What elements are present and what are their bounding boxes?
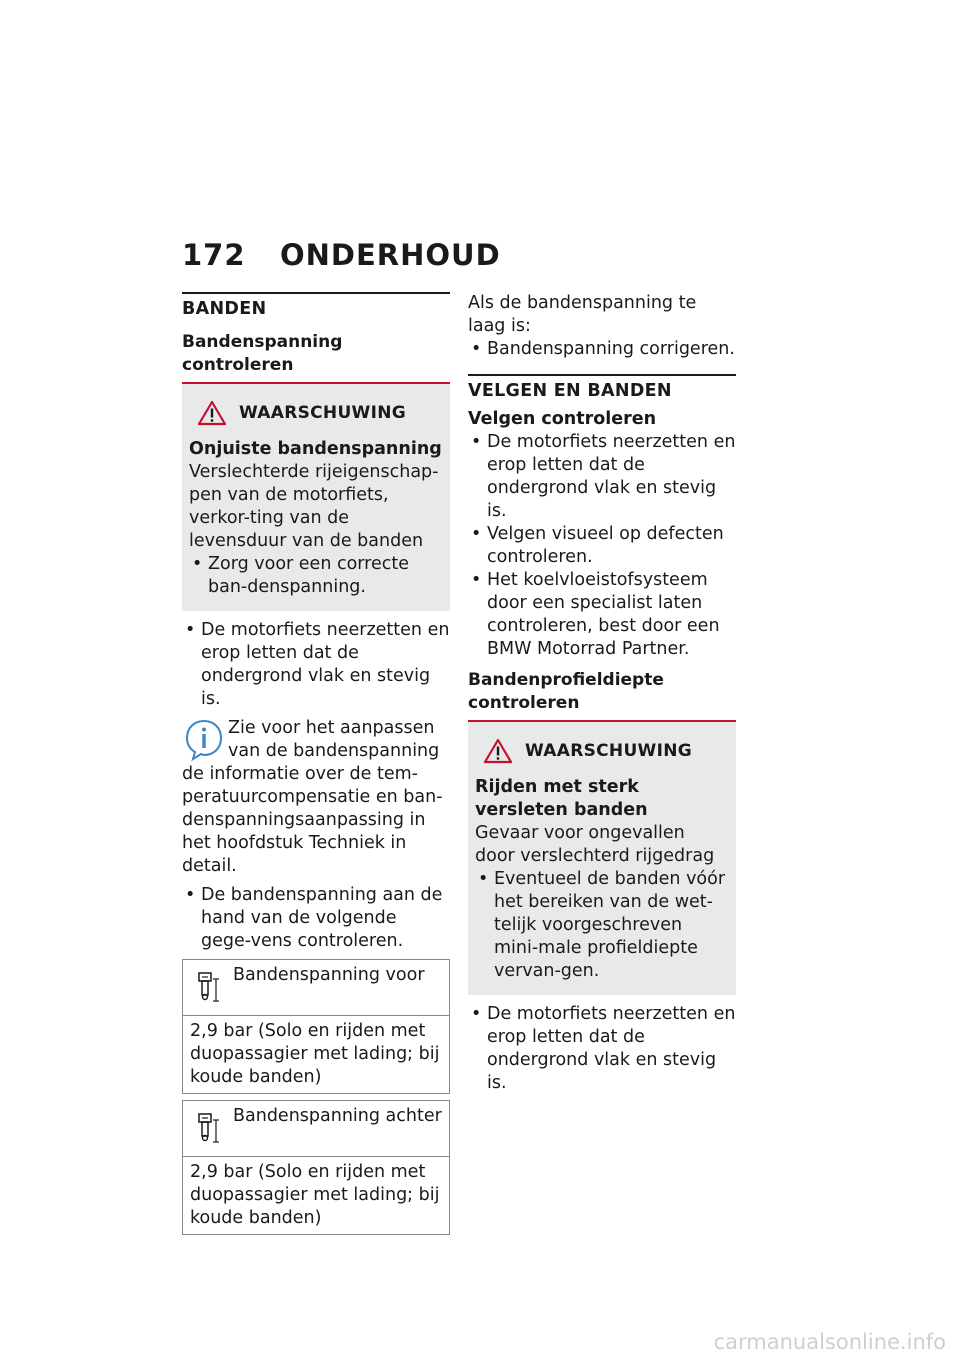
section-title: BANDEN xyxy=(182,299,267,319)
spec-table-front xyxy=(182,959,450,1094)
subsection-title: Bandenspanning controleren xyxy=(182,332,343,375)
right-column xyxy=(468,292,736,1095)
list-item: • Eventueel de banden vóór het bereiken van de wet-telijk voorgeschreven mini-male profieldiepte vervan-gen. xyxy=(475,868,729,983)
warning-bullets xyxy=(189,553,443,599)
page-number: 172 xyxy=(182,238,246,272)
bullet-list xyxy=(468,1003,736,1095)
spec-label: Bandenspanning voor xyxy=(233,965,425,985)
warning-text: Verslechterde rijeigenschap-pen van de motorfiets, verkor-ting van de levensduur van de banden xyxy=(189,462,439,551)
list-item: • Het koelvloeistofsysteem door een specialist laten controleren, best door een BMW Motorrad Partner. xyxy=(468,569,736,661)
bullet-list xyxy=(468,431,736,661)
warning-label: WAARSCHUWING xyxy=(239,402,407,423)
info-icon xyxy=(182,717,226,763)
watermark: carmanualsonline.info xyxy=(713,1330,946,1354)
spec-label: Bandenspanning achter xyxy=(233,1106,442,1126)
list-item: • De motorfiets neerzetten en erop letten dat de ondergrond vlak en stevig is. xyxy=(468,431,736,523)
bullet-list xyxy=(468,338,736,361)
bullet-list xyxy=(182,619,450,711)
warning-triangle-icon xyxy=(197,400,227,426)
section-velgen-en-banden xyxy=(468,374,736,403)
warning-bullets xyxy=(475,868,729,983)
warning-label: WAARSCHUWING xyxy=(525,740,693,761)
tire-pressure-icon xyxy=(189,964,233,1008)
spec-value: 2,9 bar (Solo en rijden met duopassagier met lading; bij koude banden) xyxy=(190,1021,440,1087)
warning-header xyxy=(475,738,729,764)
warning-header xyxy=(189,400,443,426)
subsection-title: Velgen controleren xyxy=(468,409,657,429)
warning-triangle-icon xyxy=(483,738,513,764)
list-item: • De motorfiets neerzetten en erop letten dat de ondergrond vlak en stevig is. xyxy=(468,1003,736,1095)
warning-title: Onjuiste bandenspanning xyxy=(189,439,442,459)
info-text: Zie voor het aanpassen van de bandenspanning de informatie over de tem-peratuurcompensatie en ban-denspanningsaanpassing in het hoofdstuk Techniek in detail. xyxy=(182,718,443,876)
chapter-title: ONDERHOUD xyxy=(280,238,501,272)
section-banden xyxy=(182,292,450,321)
intro-text: Als de bandenspanning te laag is: xyxy=(468,293,697,336)
left-column xyxy=(182,292,450,1235)
section-title: VELGEN EN BANDEN xyxy=(468,381,672,401)
subsection-title: Bandenprofieldiepte controleren xyxy=(468,670,664,713)
warning-box xyxy=(182,384,450,611)
list-item: • Bandenspanning corrigeren. xyxy=(468,338,736,361)
info-note xyxy=(182,717,450,878)
list-item: • De motorfiets neerzetten en erop letten dat de ondergrond vlak en stevig is. xyxy=(182,619,450,711)
bullet-list xyxy=(182,884,450,953)
warning-title: Rijden met sterk versleten banden xyxy=(475,777,648,820)
list-item: • Zorg voor een correcte ban-denspanning. xyxy=(189,553,443,599)
warning-box xyxy=(468,722,736,995)
warning-text: Gevaar voor ongevallen door verslechterd rijgedrag xyxy=(475,823,715,866)
tire-pressure-icon xyxy=(189,1105,233,1149)
spec-table-rear xyxy=(182,1100,450,1235)
spec-table-header xyxy=(183,1101,449,1157)
spec-table-header xyxy=(183,960,449,1016)
list-item: • De bandenspanning aan de hand van de volgende gege-vens controleren. xyxy=(182,884,450,953)
spec-value: 2,9 bar (Solo en rijden met duopassagier met lading; bij koude banden) xyxy=(190,1162,440,1228)
page-header xyxy=(182,238,501,272)
list-item: • Velgen visueel op defecten controleren. xyxy=(468,523,736,569)
